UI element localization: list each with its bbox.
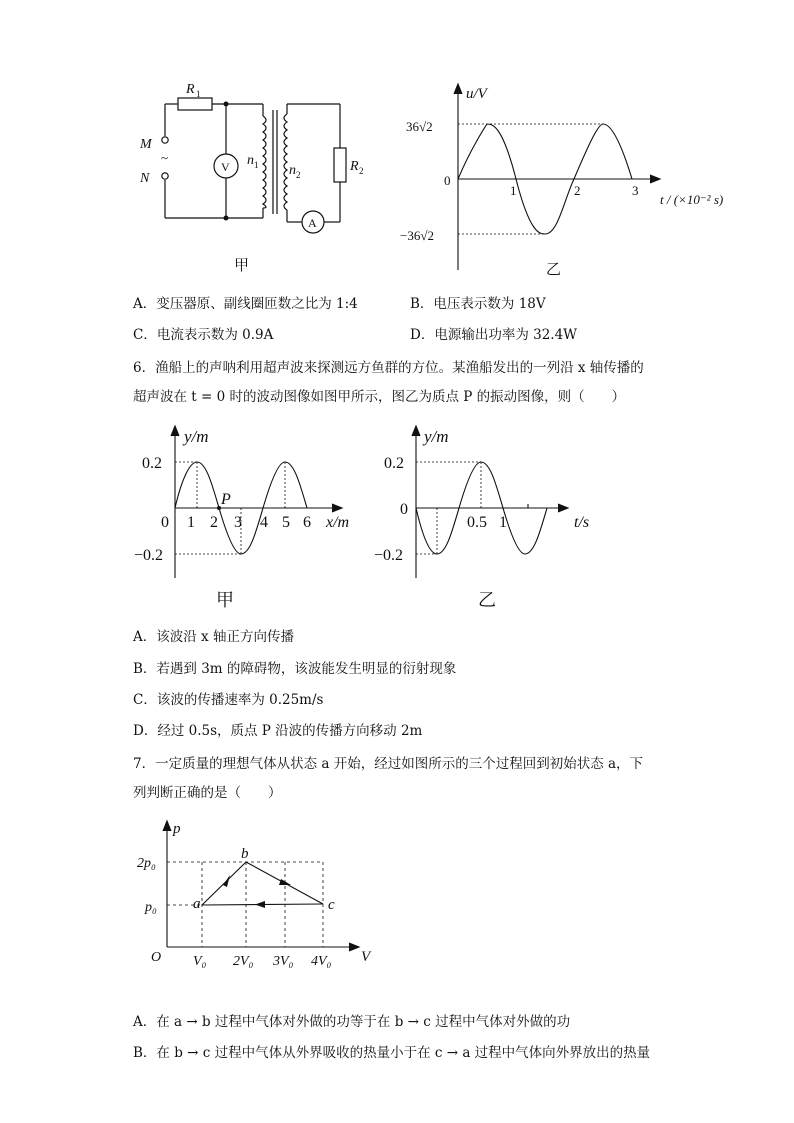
svg-text:1: 1 (510, 183, 517, 198)
svg-text:0: 0 (161, 514, 169, 531)
svg-text:36√2: 36√2 (406, 119, 433, 134)
svg-text:p₀: p₀ (145, 900, 157, 915)
svg-text:1: 1 (187, 514, 195, 531)
svg-text:b: b (241, 846, 249, 862)
svg-text:0.2: 0.2 (384, 455, 404, 472)
svg-text:−0.2: −0.2 (374, 547, 404, 564)
svg-text:~: ~ (161, 150, 169, 165)
transformer-circuit-diagram (130, 78, 380, 278)
svg-text:y/m: y/m (424, 427, 449, 446)
svg-text:乙: 乙 (546, 262, 562, 278)
svg-text:−36√2: −36√2 (400, 228, 434, 243)
svg-text:4V₀: 4V₀ (311, 954, 332, 969)
svg-text:V: V (361, 949, 371, 965)
svg-text:N: N (140, 171, 150, 186)
svg-text:x/m: x/m (326, 514, 350, 531)
svg-text:R: R (186, 82, 195, 97)
svg-text:乙: 乙 (478, 590, 496, 610)
q7-option-a[interactable]: A．在 a → b 过程中气体对外做的功等于在 b → c 过程中气体对外做的功 (133, 1014, 571, 1030)
svg-text:4: 4 (260, 514, 268, 531)
q6-stem-line1: 6．渔船上的声呐利用超声波来探测远方鱼群的方位。某渔船发出的一列沿 x 轴传播的 (133, 360, 644, 376)
resistor-r1 (178, 98, 212, 110)
q7-stem-line2: 列判断正确的是（ ） (133, 785, 282, 801)
svg-text:a: a (193, 896, 201, 912)
wave-graph-y-x (130, 420, 370, 620)
q6-option-a[interactable]: A．该波沿 x 轴正方向传播 (133, 629, 294, 645)
q6-option-d[interactable]: D．经过 0.5s，质点 P 沿波的传播方向移动 2m (133, 723, 423, 739)
svg-text:5: 5 (282, 514, 290, 531)
voltage-time-graph (392, 80, 752, 280)
svg-text:O: O (151, 950, 162, 965)
svg-text:V₀: V₀ (193, 954, 207, 969)
svg-text:3V₀: 3V₀ (273, 954, 294, 969)
svg-text:n: n (247, 153, 254, 168)
svg-text:2: 2 (574, 183, 581, 198)
q5-option-a[interactable]: A．变压器原、副线圈匝数之比为 1:4 (133, 296, 358, 312)
svg-text:2V₀: 2V₀ (233, 954, 254, 969)
vibration-graph-y-t (370, 420, 610, 620)
q7-stem-line1: 7．一定质量的理想气体从状态 a 开始，经过如图所示的三个过程回到初始状态 a，下 (133, 756, 644, 772)
svg-text:3: 3 (632, 183, 639, 198)
svg-text:V: V (221, 160, 230, 174)
p-v-diagram (135, 815, 385, 975)
svg-text:n: n (289, 163, 296, 178)
svg-text:P: P (221, 491, 231, 508)
svg-text:u/V: u/V (466, 86, 487, 102)
svg-text:c: c (328, 897, 335, 913)
svg-text:6: 6 (303, 514, 311, 531)
q6-option-c[interactable]: C．该波的传播速率为 0.25m/s (133, 692, 324, 708)
q5-option-c[interactable]: C．电流表示数为 0.9A (133, 327, 274, 343)
svg-text:0.2: 0.2 (142, 455, 162, 472)
svg-text:−0.2: −0.2 (134, 547, 164, 564)
svg-text:A: A (308, 216, 317, 230)
svg-text:R: R (350, 159, 359, 174)
svg-text:1: 1 (196, 89, 201, 99)
svg-text:2: 2 (359, 166, 364, 176)
svg-text:t/s: t/s (574, 514, 590, 531)
q5-option-d[interactable]: D．电源输出功率为 32.4W (410, 327, 578, 343)
svg-text:甲: 甲 (234, 258, 250, 274)
svg-text:y/m: y/m (184, 427, 209, 446)
svg-text:3: 3 (234, 514, 242, 531)
svg-text:M: M (140, 137, 152, 152)
svg-text:1: 1 (254, 160, 259, 170)
svg-text:2p₀: 2p₀ (137, 856, 156, 871)
q6-option-b[interactable]: B．若遇到 3m 的障碍物，该波能发生明显的衍射现象 (133, 661, 457, 677)
svg-text:0: 0 (444, 173, 451, 188)
q6-stem-line2: 超声波在 t = 0 时的波动图像如图甲所示，图乙为质点 P 的振动图像，则（ ） (133, 389, 626, 405)
svg-text:0.5: 0.5 (467, 514, 487, 531)
q5-option-b[interactable]: B．电压表示数为 18V (410, 296, 546, 312)
svg-text:1: 1 (499, 514, 507, 531)
svg-text:2: 2 (210, 514, 218, 531)
svg-text:0: 0 (400, 501, 408, 518)
svg-text:2: 2 (296, 170, 301, 180)
svg-text:甲: 甲 (216, 590, 234, 610)
resistor-r2 (334, 148, 346, 182)
svg-text:p: p (173, 821, 181, 837)
svg-text:t / (×10⁻² s): t / (×10⁻² s) (660, 192, 724, 207)
q7-option-b[interactable]: B．在 b → c 过程中气体从外界吸收的热量小于在 c → a 过程中气体向外界放出的热量 (133, 1045, 651, 1061)
